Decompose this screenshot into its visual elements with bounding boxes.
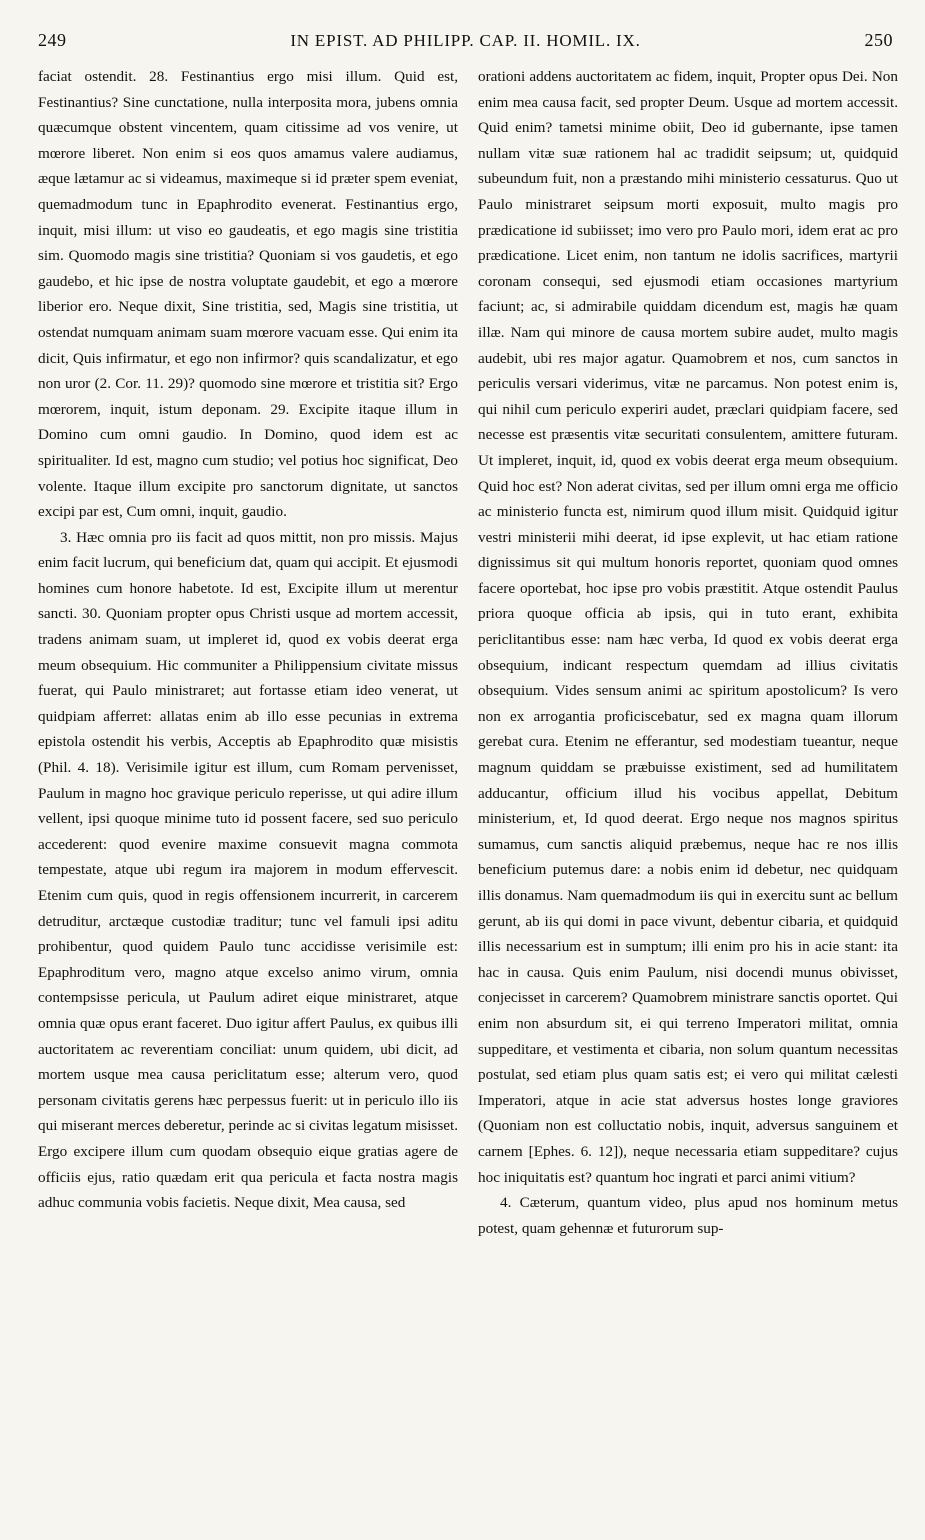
right-paragraph-1: orationi addens auctoritatem ac fidem, inquit, Propter opus Dei. Non enim mea causa facit, sed propter Deum. Usque ad mortem accessit. Quid enim? tametsi minime obiit, Deo id gubernante, ipse tamen nullam vitæ suæ rationem hal ac tradidit seipsum; ut, quidquid subeundum fuit, non a præstando mihi ministerio cessaturus. Quo ut Paulo ministraret seipsum morti exposuit, multo magis pro prædicatione id subiisset; imo vero pro Paulo mori, idem erat ac pro prædicatione. Licet enim, non tantum ne idolis sacrifices, martyrii coronam consequi, sed ejusmodi etiam occasiones martyrium faciunt; ac, si admirabile quiddam dicendum est, magis hæ quam illæ. Nam qui minore de causa mortem subire audet, multo magis audebit, ubi res major agatur. Quamobrem et nos, cum sanctos in periculis versari viderimus, vitæ ne parcamus. Non potest enim is, qui nihil cum periculo experiri audet, præclari quidpiam facere, sed necesse est præsentis vitæ securitati consulentem, amittere futuram. Ut impleret, inquit, id, quod ex vobis deerat erga meum obsequium. Quid hoc est? Non aderat civitas, sed per illum omni erga me officio ac ministerio functa est, nimirum quod illum misit. Quidquid igitur vestri ministerii mihi deerat, id ipse explevit, ut hac etiam ratione dignissimus sit qui multum honoris reportet, quoniam quod omnes facere oportebat, hoc ipse pro vobis præstitit. Atque ostendit Paulus priora quoque officia ab ipsis, qui in tuto erant, exhibita periclitantibus esse: nam hæc verba, Id quod ex vobis deerat erga obsequium, indicant respectum quemdam ad illius civitatis obsequium. Vides sensum animi ac spiritum apostolicum? Is vero non ex arrogantia proficiscebatur, sed ex magna quam illorum gerebat cura. Etenim ne efferantur, sed modestiam tueantur, neque magnum quiddam se præbuisse existiment, sed ad humilitatem adducantur, officium illud his vocibus appellat, Debitum ministerium, et, Id quod deerat. Ergo neque nos magnos spiritus sumamus, cum sanctis aliquid præbemus, neque hac re nos illis beneficium putemus dare: a nobis enim id debetur, nec quidquam illis donamus. Nam quemadmodum iis qui in exercitu sunt ac bellum gerunt, ab iis qui domi in pace vivunt, debentur cibaria, et quidquid illis necessarium est in sumptum; illi enim pro his in acie stant: ita hac in causa. Quis enim Paulum, nisi docendi munus obivisset, conjecisset in carcerem? Quamobrem ministrare sanctis oportet. Qui enim non absurdum sit, ei qui terreno Imperatori militat, omnia suppeditare, et vestimenta et cibaria, non solum quantum necessitas postulat, sed etiam plus quam satis est; ei vero qui militat cælesti Imperatori, atque in acie stat adversus hostes longe graviores (Quoniam non est colluctatio nobis, inquit, adversus sanguinem et carnem [Ephes. 6. 12]), neque necessaria etiam suppeditare? cujus hoc iniquitatis est? quantum hoc ingrati et parci animi vitium? [478,68,898,1186]
running-head [38,30,893,58]
page-number-right: 250 [864,30,893,50]
page-number-left: 249 [38,30,67,50]
left-paragraph-1: faciat ostendit. 28. Festinantius ergo misi illum. Quid est, Festinantius? Sine cunctatione, nulla interposita mora, jubens omnia quæcumque obstent vincentem, quam citissime ad vos venire, ut mœrore liberet. Non enim si eos quos amamus valere audiamus, æque lætamur ac si videamus, maximeque si id præter spem eveniat, quemadmodum tunc in Epaphrodito evenerat. Festinantius ergo, inquit, misi illum: ut viso eo gaudeatis, et ego magis sine tristitia sim. Quomodo magis sine tristitia? Quoniam si vos gaudetis, et ego gaudebo, et hic ipse de nostra voluptate gaudebit, et ego a mœrore liberior ero. Neque dixit, Sine tristitia, sed, Magis sine tristitia, ut ostendat numquam animam suam mœrore vacuam esse. Qui enim ita dicit, Quis infirmatur, et ego non infirmor? quis scandalizatur, et ego non uror (2. Cor. 11. 29)? quomodo sine mœrore et tristitia sit? Ergo mœrorem, inquit, istum deponam. 29. Excipite itaque illum in Domino cum omni gaudio. In Domino, quod idem est ac spiritualiter. Id est, magno cum studio; vel potius hoc significat, Deo volente. Itaque illum excipite pro sanctorum dignitate, ut sanctos excipi par est, Cum omni, inquit, gaudio. [38,68,458,521]
right-column [478,64,898,1519]
left-column [38,64,458,1519]
running-title: IN EPIST. AD PHILIPP. CAP. II. HOMIL. IX. [290,31,641,50]
left-paragraph-2: 3. Hæc omnia pro iis facit ad quos mittit, non pro missis. Majus enim facit lucrum, qui beneficium dat, quam qui accipit. Et ejusmodi homines cum honore habetote. Id est, Excipite illum ut merentur sancti. 30. Quoniam propter opus Christi usque ad mortem accessit, tradens animam suam, ut impleret id, quod ex vobis deerat erga meum obsequium. Hic communiter a Philippensium civitate missus fuerat, qui Paulo ministraret; aut fortasse etiam ideo venerat, ut quidpiam afferret: allatas enim ab illo esse pecunias in extrema epistola ostendit his verbis, Acceptis ab Epaphrodito quæ misistis (Phil. 4. 18). Verisimile igitur est illum, cum Romam pervenisset, Paulum in magno hoc gravique periculo reperisse, ut qui adire illum vellent, ipsi quoque minime tuto id possent facere, sed suo periculo accederent: quod evenire maxime consuevit magna commota tempestate, atque ubi regum ira majorem in modum effervescit. Etenim cum quis, quod in regis offensionem incurrerit, in carcerem detruditur, arctæque custodiæ traditur; tunc vel famuli ipsi aditu prohibentur, quod quidem Paulo tunc accidisse verisimile est: Epaphroditum vero, magno atque excelso animo virum, omnia contempsisse pericula, ut Paulum adiret eique ministraret, atque omnia quæ opus erant faceret. Duo igitur affert Paulus, ex quibus illi auctoritatem ac reverentiam conciliat: unum quidem, ubi dicit, ad mortem usque mea causa periclitatum esse; alterum vero, quod personam civitatis gerens hæc perpessus fuerit: ut in periculo illo iis qui miserant merces deberetur, perinde ac si civitas legatum misisset. Ergo excipere illum cum quodam obsequio eique gratias agere de officiis ejus, ratio quædam erit qua pericula et facta nostra magis adhuc communia vobis facietis. Neque dixit, Mea causa, sed [38,528,458,1212]
right-paragraph-2: 4. Cæterum, quantum video, plus apud nos hominum metus potest, quam gehennæ et futurorum sup- [478,1194,898,1237]
